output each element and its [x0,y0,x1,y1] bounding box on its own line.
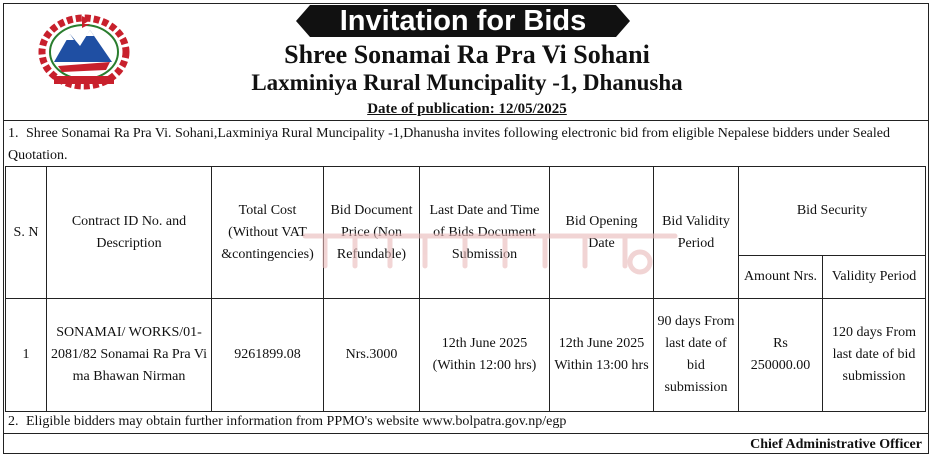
header-last-date: Last Date and Time of Bids Document Submission [420,167,550,299]
cell-security-validity: 120 days From last date of bid submission [823,299,926,412]
cell-sn: 1 [6,299,47,412]
banner-title: Invitation for Bids [339,5,587,37]
header-document-price: Bid Document Price (Non Refundable) [324,167,420,299]
footer-number: 2. [8,414,19,429]
title-banner [296,5,630,37]
signatory: Chief Administrative Officer [750,437,922,452]
intro-paragraph [8,123,920,167]
header-security-amount: Amount Nrs. [739,256,823,299]
cell-opening-date: 12th June 2025 Within 13:00 hrs [550,299,654,412]
divider [3,433,929,434]
header-total-cost: Total Cost (Without VAT &contingencies) [212,167,324,299]
intro-text: Shree Sonamai Ra Pra Vi. Sohani,Laxminiya Rural Muncipality -1,Dhanusha invites following electronic bid from eligible Nepalese bidders under Sealed Quotation. [8,126,890,163]
bid-table [5,166,926,412]
cell-validity-period: 90 days From last date of bid submission [654,299,739,412]
header-contract: Contract ID No. and Description [47,167,212,299]
footer-text: Eligible bidders may obtain further information from PPMO's website www.bolpatra.gov.np/egp [26,414,567,429]
footer-note [8,414,566,430]
intro-number: 1. [8,126,19,141]
divider [3,120,929,121]
table-row [6,299,926,412]
header-validity-period: Bid Validity Period [654,167,739,299]
publication-date: Date of publication: 12/05/2025 [367,101,567,117]
cell-document-price: Nrs.3000 [324,299,420,412]
header-sn: S. N [6,167,47,299]
organization-name: Shree Sonamai Ra Pra Vi Sohani [284,40,650,69]
header-bid-security: Bid Security [739,167,926,256]
header-opening-date: Bid Opening Date [550,167,654,299]
cell-last-date: 12th June 2025 (Within 12:00 hrs) [420,299,550,412]
cell-security-amount: Rs 250000.00 [739,299,823,412]
organization-location: Laxminiya Rural Muncipality -1, Dhanusha [251,70,683,95]
header-security-validity: Validity Period [823,256,926,299]
cell-contract: SONAMAI/ WORKS/01-2081/82 Sonamai Ra Pra Vi ma Bhawan Nirman [47,299,212,412]
cell-total-cost: 9261899.08 [212,299,324,412]
